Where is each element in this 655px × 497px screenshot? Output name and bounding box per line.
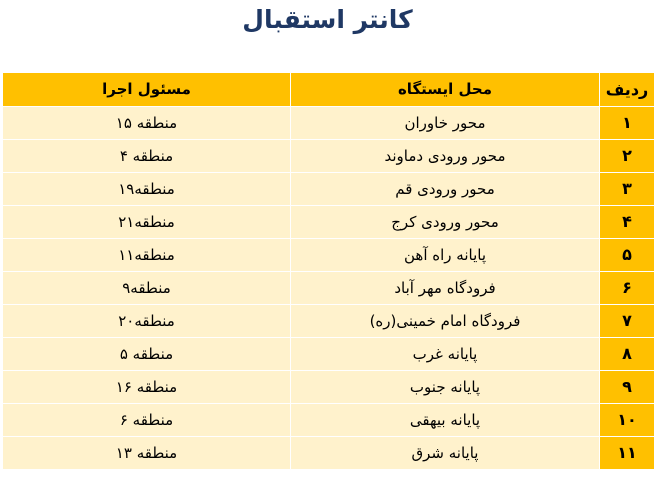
responsible-cell: منطقه ۶ xyxy=(3,404,291,437)
location-cell: محور ورودی قم xyxy=(291,173,600,206)
column-header-location: محل ایستگاه xyxy=(291,73,600,107)
row-number-cell: ۱ xyxy=(600,107,655,140)
responsible-cell: منطقه ۱۳ xyxy=(3,437,291,470)
row-number-cell: ۳ xyxy=(600,173,655,206)
table-row xyxy=(3,173,655,206)
location-cell: محور خاوران xyxy=(291,107,600,140)
responsible-cell: منطقه ۵ xyxy=(3,338,291,371)
table-row xyxy=(3,272,655,305)
table-row xyxy=(3,107,655,140)
location-cell: پایانه راه آهن xyxy=(291,239,600,272)
row-number-cell: ۵ xyxy=(600,239,655,272)
row-number-cell: ۷ xyxy=(600,305,655,338)
location-cell: پایانه غرب xyxy=(291,338,600,371)
table-row xyxy=(3,404,655,437)
table-row xyxy=(3,338,655,371)
table-row xyxy=(3,371,655,404)
row-number-cell: ۶ xyxy=(600,272,655,305)
row-number-cell: ۹ xyxy=(600,371,655,404)
location-cell: پایانه بیهقی xyxy=(291,404,600,437)
reception-counter-table xyxy=(2,72,655,470)
row-number-cell: ۴ xyxy=(600,206,655,239)
location-cell: فرودگاه امام خمینی(ره) xyxy=(291,305,600,338)
responsible-cell: منطقه۱۹ xyxy=(3,173,291,206)
responsible-cell: منطقه۱۱ xyxy=(3,239,291,272)
row-number-cell: ۱۰ xyxy=(600,404,655,437)
location-cell: پایانه جنوب xyxy=(291,371,600,404)
table-row xyxy=(3,239,655,272)
page-title: کانتر استقبال xyxy=(242,5,413,34)
table-row xyxy=(3,206,655,239)
row-number-cell: ۱۱ xyxy=(600,437,655,470)
responsible-cell: منطقه ۴ xyxy=(3,140,291,173)
responsible-cell: منطقه ۱۵ xyxy=(3,107,291,140)
row-number-cell: ۸ xyxy=(600,338,655,371)
column-header-row-number: ردیف xyxy=(600,73,655,107)
column-header-responsible: مسئول اجرا xyxy=(3,73,291,107)
responsible-cell: منطقه۲۰ xyxy=(3,305,291,338)
table-row xyxy=(3,305,655,338)
location-cell: فرودگاه مهر آباد xyxy=(291,272,600,305)
table-row xyxy=(3,437,655,470)
row-number-cell: ۲ xyxy=(600,140,655,173)
table-header-row xyxy=(3,73,655,107)
location-cell: محور ورودی کرج xyxy=(291,206,600,239)
location-cell: محور ورودی دماوند xyxy=(291,140,600,173)
table-row xyxy=(3,140,655,173)
location-cell: پایانه شرق xyxy=(291,437,600,470)
responsible-cell: منطقه۹ xyxy=(3,272,291,305)
responsible-cell: منطقه۲۱ xyxy=(3,206,291,239)
responsible-cell: منطقه ۱۶ xyxy=(3,371,291,404)
